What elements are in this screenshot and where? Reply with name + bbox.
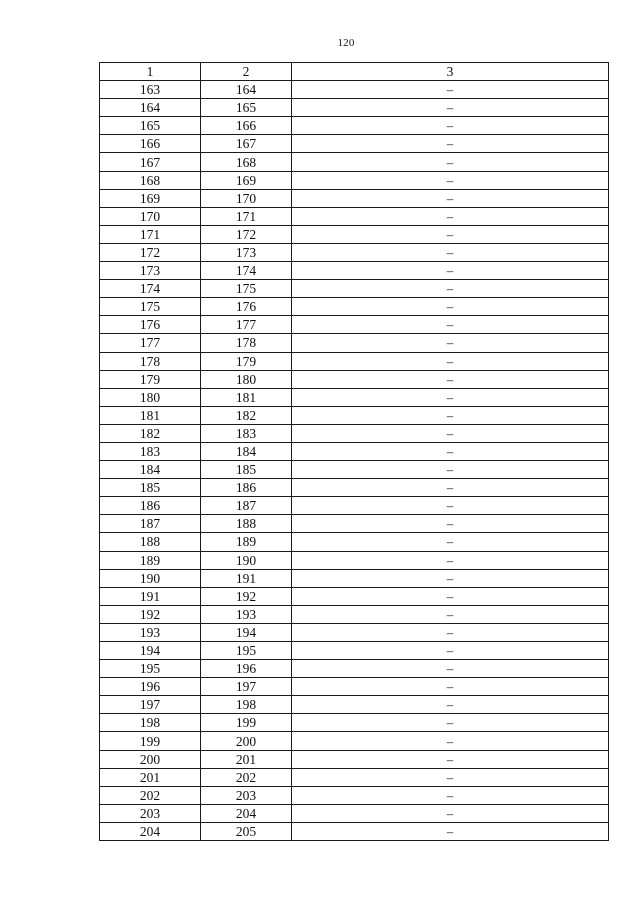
table-cell-col-1: 173 bbox=[100, 262, 201, 280]
table-cell-col-2: 186 bbox=[201, 479, 292, 497]
table-cell-col-3: – bbox=[292, 768, 609, 786]
table-cell-col-3: – bbox=[292, 461, 609, 479]
table-cell-col-3: – bbox=[292, 442, 609, 460]
table-cell-col-2: 170 bbox=[201, 189, 292, 207]
table-cell-col-2: 201 bbox=[201, 750, 292, 768]
table-cell-col-1: 189 bbox=[100, 551, 201, 569]
table-cell-col-2: 167 bbox=[201, 135, 292, 153]
table-row bbox=[100, 225, 609, 243]
table-cell-col-3: – bbox=[292, 334, 609, 352]
table-cell-col-3: – bbox=[292, 515, 609, 533]
table-cell-col-1: 172 bbox=[100, 243, 201, 261]
table-cell-col-3: – bbox=[292, 678, 609, 696]
table-cell-col-3: – bbox=[292, 551, 609, 569]
table-cell-col-2: 181 bbox=[201, 388, 292, 406]
table-row bbox=[100, 171, 609, 189]
table-row bbox=[100, 479, 609, 497]
table-cell-col-1: 165 bbox=[100, 117, 201, 135]
table-row bbox=[100, 623, 609, 641]
table-cell-col-1: 175 bbox=[100, 298, 201, 316]
table-cell-col-2: 191 bbox=[201, 569, 292, 587]
table-cell-col-1: 164 bbox=[100, 99, 201, 117]
table-row bbox=[100, 189, 609, 207]
table-cell-col-2: 188 bbox=[201, 515, 292, 533]
table-cell-col-2: 172 bbox=[201, 225, 292, 243]
table-cell-col-1: 203 bbox=[100, 804, 201, 822]
table-cell-col-1: 169 bbox=[100, 189, 201, 207]
table-cell-col-1: 188 bbox=[100, 533, 201, 551]
table-row bbox=[100, 262, 609, 280]
table-row bbox=[100, 153, 609, 171]
table-row bbox=[100, 334, 609, 352]
table-cell-col-1: 177 bbox=[100, 334, 201, 352]
table-row bbox=[100, 406, 609, 424]
table-cell-col-3: – bbox=[292, 605, 609, 623]
table-cell-col-3: – bbox=[292, 298, 609, 316]
table-cell-col-2: 193 bbox=[201, 605, 292, 623]
table-cell-col-1: 167 bbox=[100, 153, 201, 171]
table-row bbox=[100, 81, 609, 99]
table-cell-col-1: 187 bbox=[100, 515, 201, 533]
table-row bbox=[100, 207, 609, 225]
table-cell-col-1: 176 bbox=[100, 316, 201, 334]
table-cell-col-3: – bbox=[292, 370, 609, 388]
table-cell-col-2: 184 bbox=[201, 442, 292, 460]
table-cell-col-2: 179 bbox=[201, 352, 292, 370]
table-row bbox=[100, 352, 609, 370]
table-cell-col-1: 195 bbox=[100, 660, 201, 678]
table-cell-col-2: 169 bbox=[201, 171, 292, 189]
table-row bbox=[100, 732, 609, 750]
table-cell-col-1: 180 bbox=[100, 388, 201, 406]
table-cell-col-3: – bbox=[292, 81, 609, 99]
table-cell-col-3: – bbox=[292, 714, 609, 732]
table-row bbox=[100, 442, 609, 460]
table-cell-col-1: 193 bbox=[100, 623, 201, 641]
table-cell-col-3: – bbox=[292, 388, 609, 406]
table-row bbox=[100, 587, 609, 605]
table-cell-col-2: 164 bbox=[201, 81, 292, 99]
table-row bbox=[100, 768, 609, 786]
table-cell-col-2: 199 bbox=[201, 714, 292, 732]
table-cell-col-3: – bbox=[292, 804, 609, 822]
table-cell-col-2: 176 bbox=[201, 298, 292, 316]
table-row bbox=[100, 99, 609, 117]
table-row bbox=[100, 605, 609, 623]
table-row bbox=[100, 804, 609, 822]
table-cell-col-2: 197 bbox=[201, 678, 292, 696]
table-cell-col-2: 182 bbox=[201, 406, 292, 424]
table-cell-col-3: – bbox=[292, 497, 609, 515]
table-row bbox=[100, 678, 609, 696]
table-cell-col-2: 194 bbox=[201, 623, 292, 641]
data-table bbox=[99, 62, 609, 841]
table-cell-col-2: 202 bbox=[201, 768, 292, 786]
table-cell-col-1: 181 bbox=[100, 406, 201, 424]
table-row bbox=[100, 569, 609, 587]
table-cell-col-1: 166 bbox=[100, 135, 201, 153]
table-cell-col-2: 200 bbox=[201, 732, 292, 750]
table-cell-col-3: – bbox=[292, 225, 609, 243]
table-cell-col-3: – bbox=[292, 822, 609, 840]
table-row bbox=[100, 461, 609, 479]
table-cell-col-3: – bbox=[292, 750, 609, 768]
table-row bbox=[100, 714, 609, 732]
page-number: 120 bbox=[337, 37, 355, 49]
table-cell-col-1: 168 bbox=[100, 171, 201, 189]
table-cell-col-3: – bbox=[292, 117, 609, 135]
table-row bbox=[100, 298, 609, 316]
table-cell-col-1: 194 bbox=[100, 642, 201, 660]
table-cell-col-2: 180 bbox=[201, 370, 292, 388]
table-cell-col-1: 190 bbox=[100, 569, 201, 587]
table-cell-col-1: 185 bbox=[100, 479, 201, 497]
table-cell-col-1: 163 bbox=[100, 81, 201, 99]
table-cell-col-3: – bbox=[292, 424, 609, 442]
table-cell-col-3: – bbox=[292, 786, 609, 804]
table-cell-col-2: 192 bbox=[201, 587, 292, 605]
table-row bbox=[100, 117, 609, 135]
table-row bbox=[100, 280, 609, 298]
table-cell-col-3: – bbox=[292, 316, 609, 334]
table-cell-col-3: – bbox=[292, 243, 609, 261]
table-cell-col-2: 173 bbox=[201, 243, 292, 261]
table-cell-col-3: – bbox=[292, 696, 609, 714]
table-cell-col-1: 179 bbox=[100, 370, 201, 388]
table-cell-col-2: 178 bbox=[201, 334, 292, 352]
table-cell-col-1: 186 bbox=[100, 497, 201, 515]
table-row bbox=[100, 786, 609, 804]
table-cell-col-3: – bbox=[292, 732, 609, 750]
table-cell-col-3: – bbox=[292, 569, 609, 587]
table-cell-col-3: – bbox=[292, 587, 609, 605]
table-cell-col-3: – bbox=[292, 262, 609, 280]
table-row bbox=[100, 497, 609, 515]
table-cell-col-2: 168 bbox=[201, 153, 292, 171]
table-row bbox=[100, 316, 609, 334]
table-cell-col-2: 175 bbox=[201, 280, 292, 298]
table-cell-col-3: – bbox=[292, 153, 609, 171]
table-cell-col-1: 191 bbox=[100, 587, 201, 605]
table-cell-col-1: 202 bbox=[100, 786, 201, 804]
table-cell-col-2: 166 bbox=[201, 117, 292, 135]
table-cell-col-2: 190 bbox=[201, 551, 292, 569]
table-cell-col-2: 204 bbox=[201, 804, 292, 822]
table-cell-col-1: 174 bbox=[100, 280, 201, 298]
table-cell-col-2: 165 bbox=[201, 99, 292, 117]
table-cell-col-2: 196 bbox=[201, 660, 292, 678]
table-cell-col-3: – bbox=[292, 171, 609, 189]
table-cell-col-1: 170 bbox=[100, 207, 201, 225]
table-cell-col-1: 200 bbox=[100, 750, 201, 768]
table-row bbox=[100, 533, 609, 551]
table-cell-col-2: 205 bbox=[201, 822, 292, 840]
table-cell-col-1: 178 bbox=[100, 352, 201, 370]
table-cell-col-2: 177 bbox=[201, 316, 292, 334]
table-cell-col-3: – bbox=[292, 189, 609, 207]
table-row bbox=[100, 822, 609, 840]
table-cell-col-3: – bbox=[292, 135, 609, 153]
column-header-1: 1 bbox=[100, 63, 201, 81]
column-header-2: 2 bbox=[201, 63, 292, 81]
table-cell-col-1: 182 bbox=[100, 424, 201, 442]
table-cell-col-3: – bbox=[292, 352, 609, 370]
table-cell-col-1: 198 bbox=[100, 714, 201, 732]
table-cell-col-1: 183 bbox=[100, 442, 201, 460]
table-row bbox=[100, 642, 609, 660]
table-cell-col-3: – bbox=[292, 280, 609, 298]
table-row bbox=[100, 370, 609, 388]
table-row bbox=[100, 696, 609, 714]
table-cell-col-2: 171 bbox=[201, 207, 292, 225]
table-cell-col-3: – bbox=[292, 660, 609, 678]
table-cell-col-2: 198 bbox=[201, 696, 292, 714]
table-body bbox=[100, 81, 609, 841]
table-row bbox=[100, 515, 609, 533]
table-row bbox=[100, 660, 609, 678]
table-cell-col-1: 171 bbox=[100, 225, 201, 243]
table-cell-col-3: – bbox=[292, 623, 609, 641]
table-row bbox=[100, 243, 609, 261]
table-cell-col-3: – bbox=[292, 99, 609, 117]
table-cell-col-2: 187 bbox=[201, 497, 292, 515]
column-header-3: 3 bbox=[292, 63, 609, 81]
table-cell-col-1: 184 bbox=[100, 461, 201, 479]
table-cell-col-1: 201 bbox=[100, 768, 201, 786]
table-cell-col-2: 203 bbox=[201, 786, 292, 804]
table-cell-col-2: 174 bbox=[201, 262, 292, 280]
table-cell-col-2: 183 bbox=[201, 424, 292, 442]
table-cell-col-2: 185 bbox=[201, 461, 292, 479]
table-cell-col-2: 195 bbox=[201, 642, 292, 660]
table-row bbox=[100, 551, 609, 569]
table-cell-col-2: 189 bbox=[201, 533, 292, 551]
table-cell-col-1: 197 bbox=[100, 696, 201, 714]
table-cell-col-3: – bbox=[292, 479, 609, 497]
table-row bbox=[100, 135, 609, 153]
table-cell-col-1: 192 bbox=[100, 605, 201, 623]
table-row bbox=[100, 388, 609, 406]
table-cell-col-1: 204 bbox=[100, 822, 201, 840]
table-header-row bbox=[100, 63, 609, 81]
table-row bbox=[100, 424, 609, 442]
table-cell-col-1: 199 bbox=[100, 732, 201, 750]
table-row bbox=[100, 750, 609, 768]
table-cell-col-3: – bbox=[292, 642, 609, 660]
table-cell-col-1: 196 bbox=[100, 678, 201, 696]
table-cell-col-3: – bbox=[292, 533, 609, 551]
table-cell-col-3: – bbox=[292, 406, 609, 424]
table-cell-col-3: – bbox=[292, 207, 609, 225]
